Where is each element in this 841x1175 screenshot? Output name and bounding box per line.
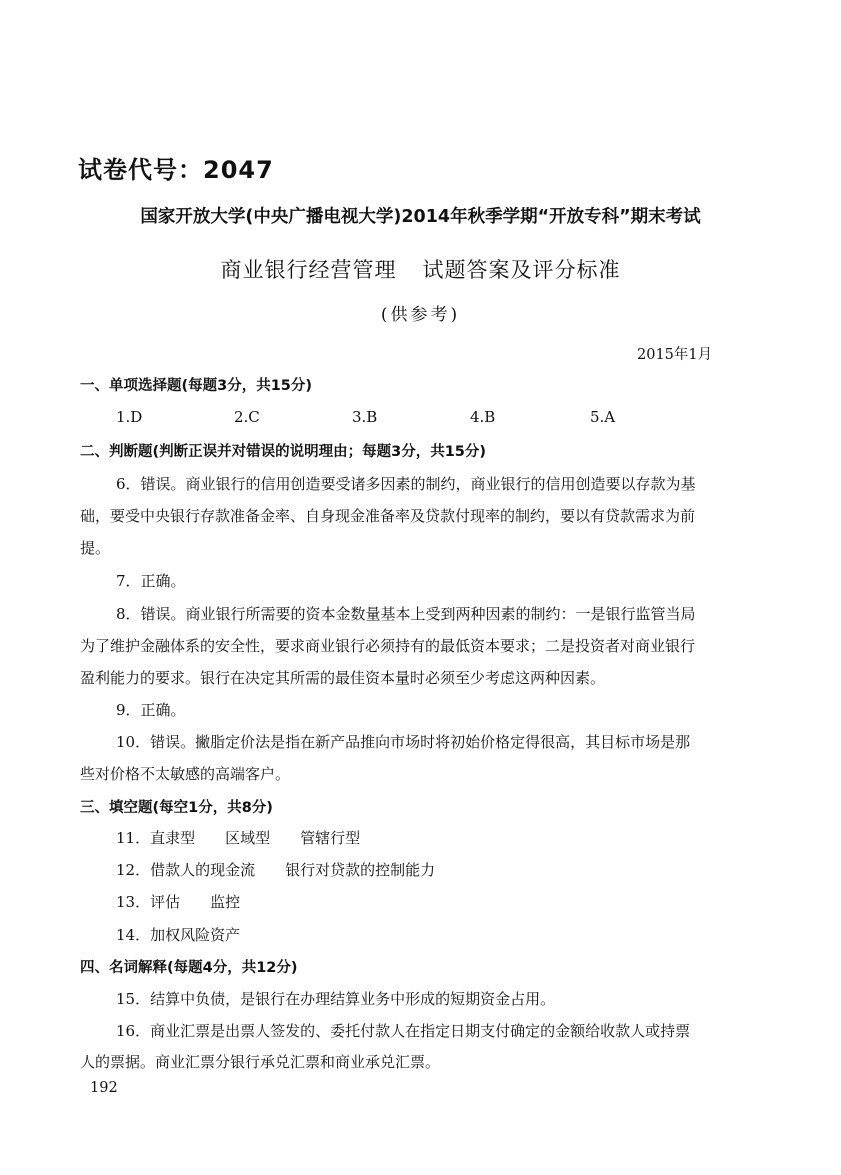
- answer-5: 5.A: [590, 408, 616, 426]
- course-name: 商业银行经营管理: [220, 258, 397, 282]
- answer-9: 9．正确。: [116, 701, 186, 719]
- answer-7: 7．正确。: [116, 572, 186, 590]
- exam-date: 2015年1月: [637, 347, 713, 363]
- page-number: 192: [90, 1080, 118, 1096]
- answer-11: 11．直隶型 区域型 管辖行型: [116, 829, 361, 847]
- section-heading-true-false: 二、判断题(判断正误并对错误的说明理由；每题3分，共15分): [80, 444, 487, 460]
- answer-12: 12．借款人的现金流 银行对贷款的控制能力: [116, 861, 436, 879]
- exam-code: 试卷代号：2047: [78, 156, 274, 184]
- answer-8-line-1: 8．错误。商业银行所需要的资本金数量基本上受到两种因素的制约：一是银行监管当局: [116, 605, 696, 623]
- document-type: 试题答案及评分标准: [422, 258, 621, 282]
- answer-8-line-2: 为了维护金融体系的安全性，要求商业银行必须持有的最低资本要求；二是投资者对商业银行: [80, 637, 696, 655]
- answer-2: 2.C: [234, 408, 260, 426]
- section-heading-definitions: 四、名词解释(每题4分，共12分): [80, 960, 298, 976]
- answer-6-line-3: 提。: [80, 539, 111, 557]
- answer-14: 14．加权风险资产: [116, 926, 241, 944]
- reference-note: (供参考): [380, 305, 461, 325]
- exam-title: 国家开放大学(中央广播电视大学)2014年秋季学期“开放专科”期末考试: [140, 207, 701, 227]
- answer-1: 1.D: [116, 408, 143, 426]
- answer-15: 15．结算中负债，是银行在办理结算业务中形成的短期资金占用。: [116, 990, 556, 1008]
- answer-13: 13．评估 监控: [116, 893, 241, 911]
- section-heading-single-choice: 一、单项选择题(每题3分，共15分): [80, 378, 313, 394]
- answer-4: 4.B: [470, 408, 496, 426]
- answer-3: 3.B: [352, 408, 378, 426]
- answer-16-line-1: 16．商业汇票是出票人签发的、委托付款人在指定日期支付确定的金额给收款人或持票: [116, 1022, 691, 1040]
- answer-10-line-1: 10．错误。撇脂定价法是指在新产品推向市场时将初始价格定得很高，其目标市场是那: [116, 733, 691, 751]
- answer-10-line-2: 些对价格不太敏感的高端客户。: [80, 765, 291, 783]
- section-heading-fill-blank: 三、填空题(每空1分，共8分): [80, 800, 273, 816]
- answer-16-line-2: 人的票据。商业汇票分银行承兑汇票和商业承兑汇票。: [80, 1053, 441, 1071]
- document-title: [0, 254, 841, 284]
- answer-6-line-1: 6．错误。商业银行的信用创造要受诸多因素的制约，商业银行的信用创造要以存款为基: [116, 475, 696, 493]
- answer-6-line-2: 础，要受中央银行存款准备金率、自身现金准备率及贷款付现率的制约，要以有贷款需求为前: [80, 507, 696, 525]
- answer-8-line-3: 盈利能力的要求。银行在决定其所需的最佳资本量时必须至少考虑这两种因素。: [80, 669, 606, 687]
